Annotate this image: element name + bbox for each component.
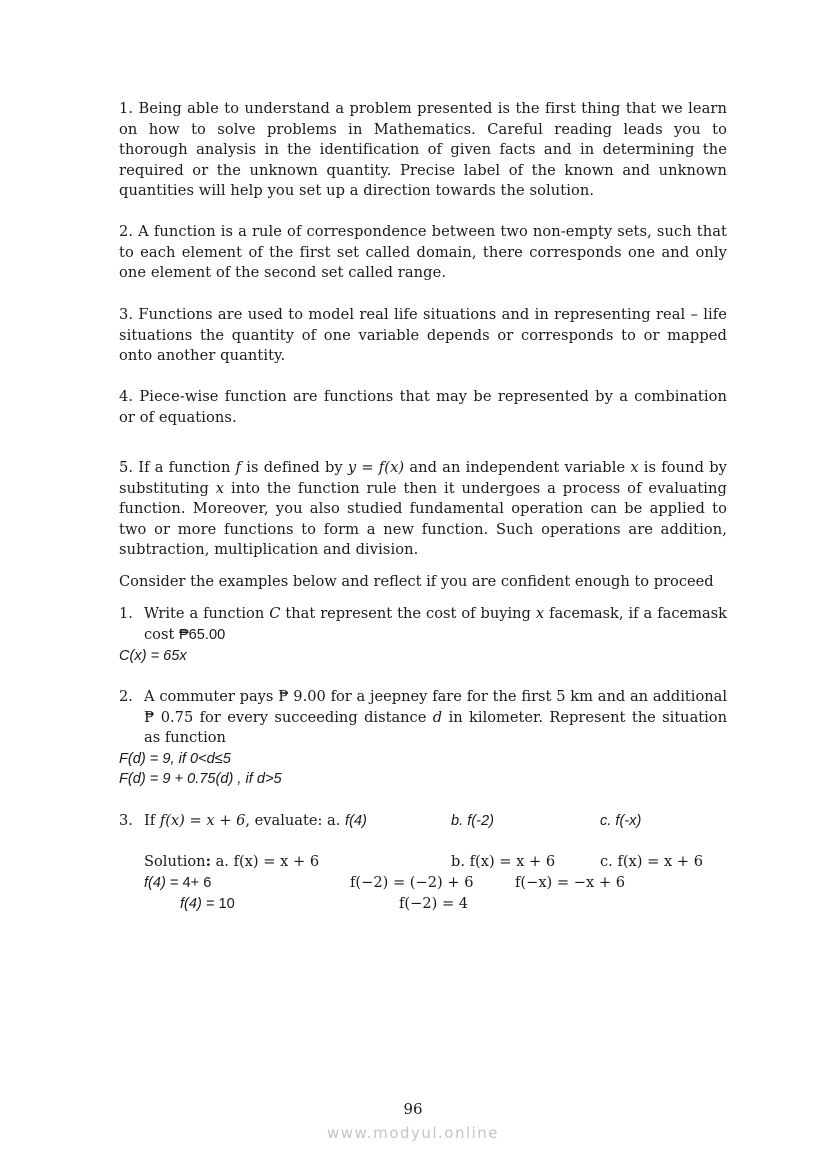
solution-line-b: b. f(x) = x + 6 xyxy=(451,853,556,870)
solution-b-step-2: f(−2) = 4 xyxy=(399,895,469,912)
solution-line-a xyxy=(144,852,319,873)
p5-var-x2: x xyxy=(215,479,225,497)
ex3-text-1: If xyxy=(144,812,160,829)
example-2-answer-2: F(d) = 9 + 0.75(d) , if d>5 xyxy=(119,771,282,787)
ex2-var-d: d xyxy=(432,708,443,726)
example-3-number: 3. xyxy=(119,812,133,829)
paragraph-4: 4. Piece-wise function are functions that may be represented by a combination or of equations. xyxy=(119,388,727,426)
consider-line: Consider the examples below and reflect if you are confident enough to proceed xyxy=(119,573,714,590)
solution-label: Solution xyxy=(144,853,206,870)
page-number: 96 xyxy=(403,1100,423,1118)
ex1-text-1: Write a function xyxy=(144,605,270,622)
ex1-price: ₱65.00 xyxy=(178,626,226,643)
ex1-text-2: that represent the cost of buying xyxy=(280,605,536,622)
solution-c-step-1: f(−x) = −x + 6 xyxy=(515,874,626,891)
solution-colon: : xyxy=(205,853,211,870)
example-3-part-b: b. f(-2) xyxy=(451,813,494,829)
p5-text-e: into the function rule then it undergoes a process of evaluating function. Moreover, you also studied fundamental operation can be applied to two or more functions to form a new function. Such operations are addition, subtraction, multiplication and division. xyxy=(119,479,727,559)
solution-a-step-1 xyxy=(144,873,211,894)
ex2-text-2: in kilometer. Represent the situation as function xyxy=(144,708,727,747)
p5-var-f: f xyxy=(235,459,242,476)
p5-text-c: and an independent variable xyxy=(404,459,631,476)
ex3-equation: f(x) = x + 6 xyxy=(159,812,246,829)
p5-text-a: 5. If a function xyxy=(119,459,236,476)
p5-var-x1: x xyxy=(630,459,639,476)
example-2-number: 2. xyxy=(119,688,133,705)
paragraph-1: 1. Being able to understand a problem presented is the first thing that we learn on how to solve problems in Mathematics. Careful reading leads you to thorough analysis in the identification of given facts and in determining the required or the unknown quantity. Precise label of the known and unknown quantities will help you set up a direction towards the solution. xyxy=(119,100,727,200)
ex3-text-2: , evaluate: a. xyxy=(245,812,346,829)
p5-equation: y = f(x) xyxy=(347,459,405,476)
ex1-var-x: x xyxy=(535,605,545,622)
a-step-1-rhs: = 4+ 6 xyxy=(165,875,212,891)
solution-line-c: c. f(x) = x + 6 xyxy=(600,853,703,870)
example-1-number: 1. xyxy=(119,605,133,622)
watermark: www.modyul.online xyxy=(326,1124,500,1142)
p5-text-b: is defined by xyxy=(241,459,348,476)
paragraph-5 xyxy=(119,458,727,561)
example-3-part-c: c. f(-x) xyxy=(600,813,642,829)
example-2-answer-1: F(d) = 9, if 0<d≤5 xyxy=(119,751,231,767)
p5-text-d: is found by substituting xyxy=(119,459,727,497)
example-2-question xyxy=(144,687,727,749)
solution-a-step-2 xyxy=(180,894,235,915)
example-1-question xyxy=(144,604,727,645)
example-3-question xyxy=(144,811,367,832)
paragraph-2: 2. A function is a rule of correspondence between two non-empty sets, such that to each element of the first set called domain, there corresponds one and only one element of the second set called range. xyxy=(119,223,727,282)
paragraph-3: 3. Functions are used to model real life situations and in representing real – life situations the quantity of one variable depends or corresponds to or mapped onto another quantity. xyxy=(119,306,727,365)
solution-a-equation: a. f(x) = x + 6 xyxy=(210,853,320,870)
a-step-1-lhs: f(4) xyxy=(144,875,166,891)
ex2-text-1: A commuter pays ₱ 9.00 for a jeepney fare for the first 5 km and an additional ₱ 0.75 for every succeeding distance xyxy=(144,688,727,726)
ex1-text-3: facemask, if a facemask cost xyxy=(144,605,727,643)
ex3-part-a: f(4) xyxy=(345,813,367,829)
a-step-2-lhs: f(4) xyxy=(180,896,202,912)
a-step-2-rhs: = 10 xyxy=(201,896,235,912)
example-1-answer: C(x) = 65x xyxy=(119,648,187,664)
solution-b-step-1: f(−2) = (−2) + 6 xyxy=(350,874,474,891)
ex1-var-c: C xyxy=(269,605,281,622)
